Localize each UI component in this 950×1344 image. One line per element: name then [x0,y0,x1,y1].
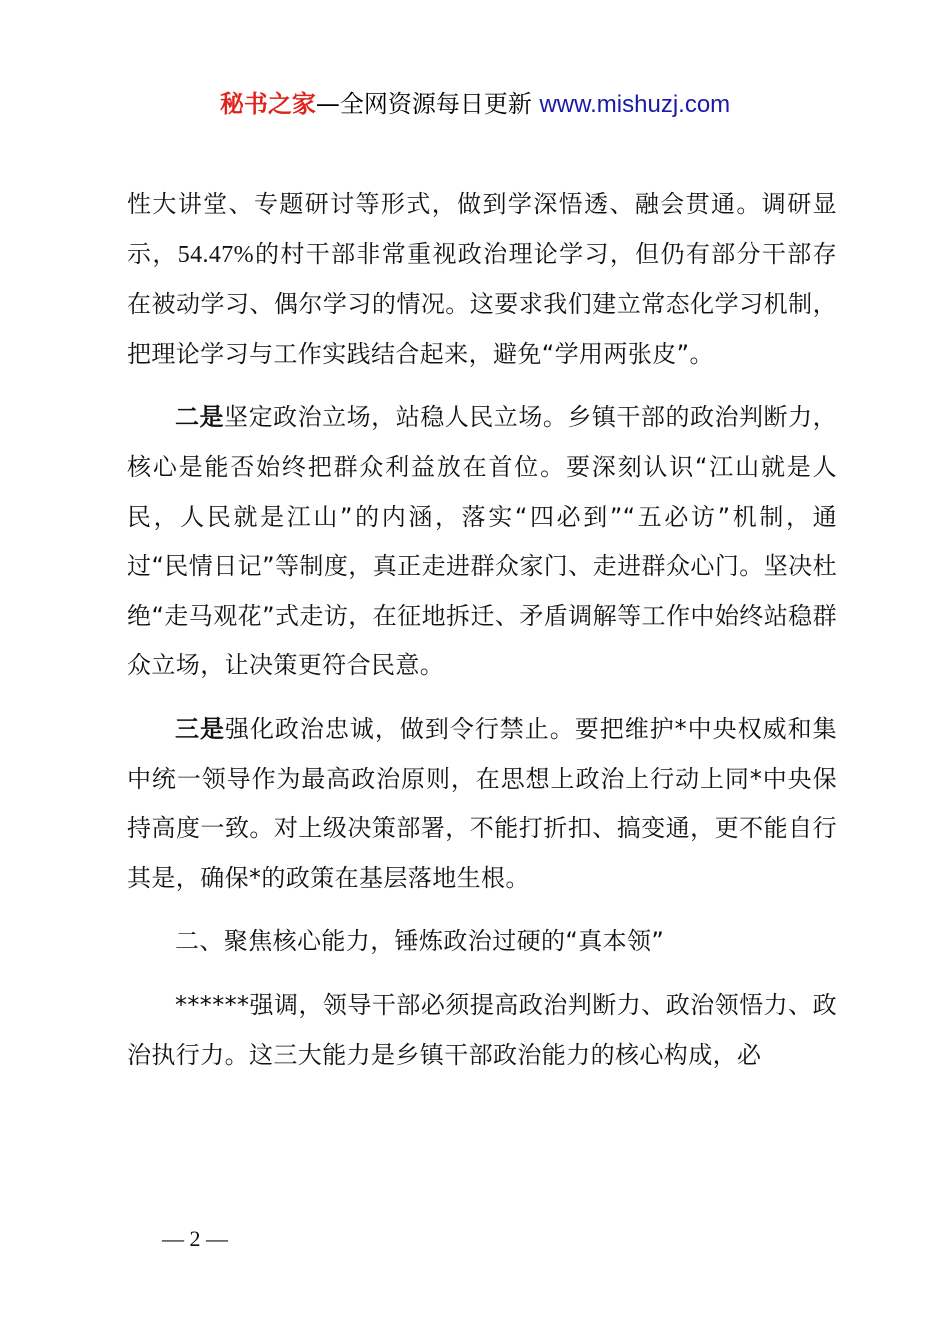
site-brand: 秘书之家 [219,90,316,118]
paragraph-lead: 二是 [175,403,225,432]
site-url[interactable]: www.mishuzj.com [539,91,731,118]
paragraph-3: 三是强化政治忠诚，做到令行禁止。要把维护*中央权威和集中统一领导作为最高政治原则，在思想上政治上行动上同*中央保持高度一致。对上级决策部署，不能打折扣、搞变通，更不能自行其是，确保*的政策在基层落地生根。 [127,714,837,892]
paragraph-2: 二是坚定政治立场，站稳人民立场。乡镇干部的政治判断力，核心是能否始终把群众利益放在首位。要深刻认识“江山就是人民，人民就是江山”的内涵，落实“四必到”“五必访”机制，通过“民情日记”等制度，真正走进群众家门、走进群众心门。坚决杜绝“走马观花”式走访，在征地拆迁、矛盾调解等工作中始终站稳群众立场，让决策更符合民意。 [127,403,837,680]
page-number: — 2 — [162,1226,228,1251]
paragraph-1: 性大讲堂、专题研讨等形式，做到学深悟透、融会贯通。调研显示，54.47%的村干部非常重视政治理论学习，但仍有部分干部存在被动学习、偶尔学习的情况。这要求我们建立常态化学习机制，把理论学习与工作实践结合起来，避免“学用两张皮”。 [127,190,837,368]
site-header [0,88,950,121]
document-body [127,180,837,1080]
paragraph-lead: 三是 [175,714,225,743]
section-heading: 二、聚焦核心能力，锤炼政治过硬的“真本领” [175,927,665,956]
statistic-value: 54.47% [177,241,255,268]
site-tagline: —全网资源每日更新 [315,90,540,118]
paragraph-4: ******强调，领导干部必须提高政治判断力、政治领悟力、政治执行力。这三大能力是乡镇干部政治能力的核心构成，必 [127,990,837,1069]
